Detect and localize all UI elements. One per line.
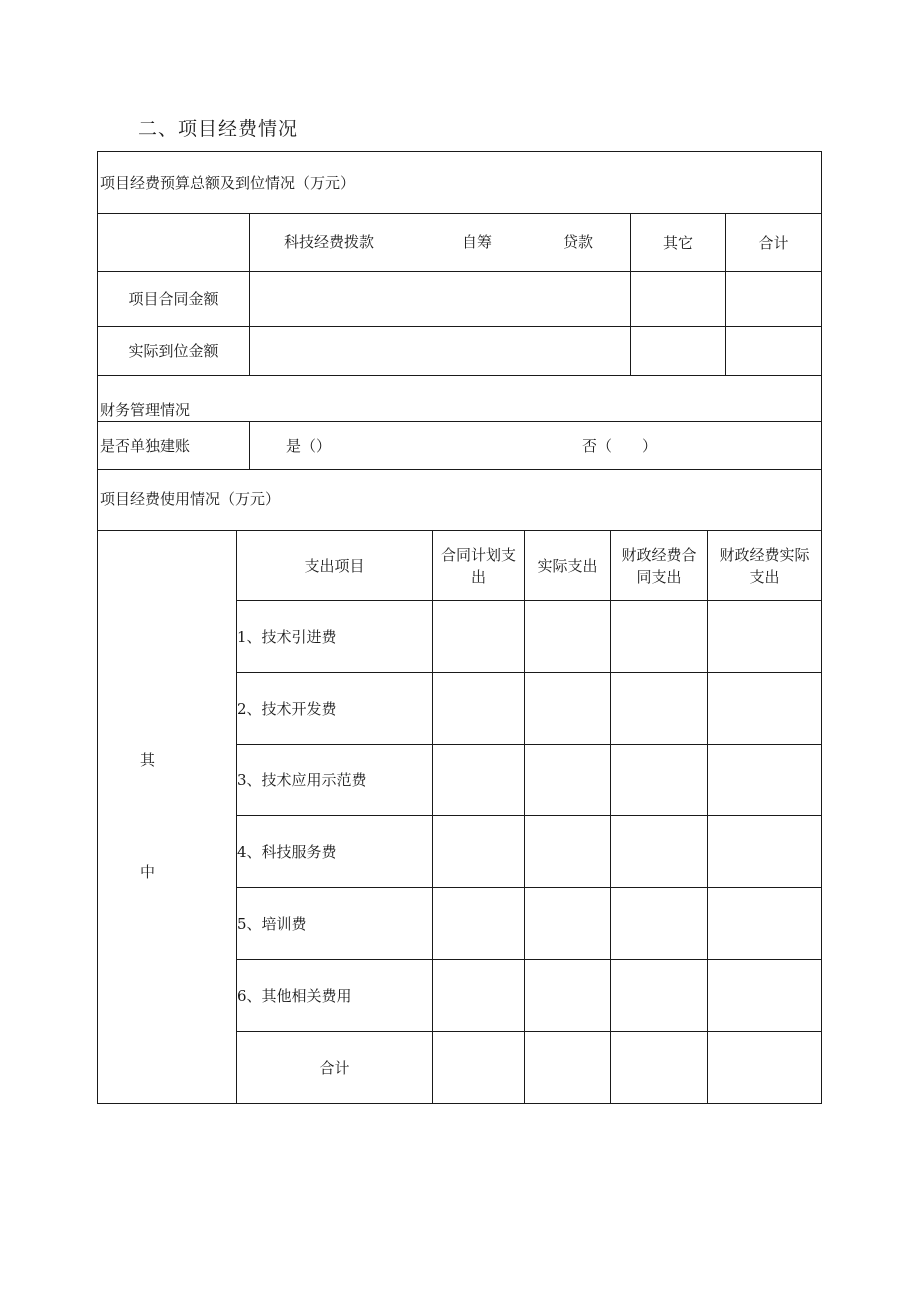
- usage-value-cell[interactable]: [611, 601, 707, 672]
- usage-value-cell[interactable]: [708, 673, 821, 744]
- expense-item-tech-service: 4、科技服务费: [237, 842, 337, 861]
- usage-value-cell[interactable]: [708, 1032, 821, 1103]
- header-other: 其它: [662, 233, 693, 252]
- usage-value-cell[interactable]: [708, 816, 821, 887]
- header-fiscal-contract-expense: 财政经费合同支出: [621, 545, 697, 586]
- option-yes[interactable]: 是（）: [286, 436, 332, 455]
- header-total: 合计: [758, 233, 789, 252]
- funding-table: [97, 151, 822, 1104]
- expense-item-tech-import: 1、技术引进费: [237, 627, 337, 646]
- usage-value-cell[interactable]: [611, 816, 707, 887]
- column-divider: [249, 421, 250, 469]
- usage-value-cell[interactable]: [611, 960, 707, 1031]
- separate-account-label: 是否单独建账: [100, 436, 191, 455]
- expense-item-training: 5、培训费: [237, 914, 307, 933]
- section-title: 二、项目经费情况: [138, 118, 299, 140]
- row-divider: [98, 469, 821, 470]
- usage-value-cell[interactable]: [433, 960, 524, 1031]
- header-expense-item: 支出项目: [304, 556, 365, 575]
- usage-value-cell[interactable]: [525, 673, 610, 744]
- usage-value-cell[interactable]: [525, 960, 610, 1031]
- usage-value-cell[interactable]: [708, 960, 821, 1031]
- expense-item-other: 6、其他相关费用: [237, 986, 352, 1005]
- header-planned-expense: 合同计划支出: [440, 545, 516, 586]
- expense-item-tech-demonstration: 3、技术应用示范费: [237, 771, 367, 789]
- finance-title: 财务管理情况: [100, 401, 191, 419]
- usage-value-cell[interactable]: [611, 888, 707, 959]
- usage-value-cell[interactable]: [611, 745, 707, 815]
- actual-total-cell[interactable]: [726, 327, 821, 375]
- header-fiscal-actual-expense: 财政经费实际支出: [719, 545, 810, 586]
- contract-funding-cell[interactable]: [250, 272, 630, 326]
- usage-value-cell[interactable]: [525, 888, 610, 959]
- contract-other-cell[interactable]: [631, 272, 725, 326]
- usage-value-cell[interactable]: [433, 601, 524, 672]
- usage-value-cell[interactable]: [708, 745, 821, 815]
- row-divider: [98, 421, 821, 422]
- row-label-actual-amount: 实际到位金额: [128, 342, 219, 360]
- expense-item-tech-development: 2、技术开发费: [237, 699, 337, 718]
- usage-value-cell[interactable]: [611, 1032, 707, 1103]
- row-label-contract-amount: 项目合同金额: [128, 290, 219, 308]
- usage-value-cell[interactable]: [708, 888, 821, 959]
- actual-funding-cell[interactable]: [250, 327, 630, 375]
- header-actual-expense: 实际支出: [537, 556, 598, 575]
- usage-value-cell[interactable]: [433, 1032, 524, 1103]
- option-no[interactable]: 否（ ）: [582, 436, 658, 455]
- usage-value-cell[interactable]: [708, 601, 821, 672]
- usage-value-cell[interactable]: [525, 601, 610, 672]
- usage-value-cell[interactable]: [611, 673, 707, 744]
- usage-value-cell[interactable]: [433, 673, 524, 744]
- usage-total-label: 合计: [319, 1058, 350, 1077]
- usage-value-cell[interactable]: [525, 745, 610, 815]
- budget-title: 项目经费预算总额及到位情况（万元）: [100, 174, 356, 192]
- usage-title: 项目经费使用情况（万元）: [100, 490, 281, 508]
- usage-value-cell[interactable]: [433, 745, 524, 815]
- header-tech-funding: 科技经费拨款: [284, 233, 375, 251]
- contract-total-cell[interactable]: [726, 272, 821, 326]
- side-label-bottom: 中: [140, 863, 156, 881]
- header-loan: 贷款: [563, 233, 594, 251]
- usage-value-cell[interactable]: [525, 816, 610, 887]
- usage-value-cell[interactable]: [433, 816, 524, 887]
- side-label-top: 其: [140, 751, 156, 769]
- usage-value-cell[interactable]: [433, 888, 524, 959]
- header-self-raised: 自筹: [462, 233, 493, 251]
- actual-other-cell[interactable]: [631, 327, 725, 375]
- row-divider: [98, 375, 821, 376]
- usage-value-cell[interactable]: [525, 1032, 610, 1103]
